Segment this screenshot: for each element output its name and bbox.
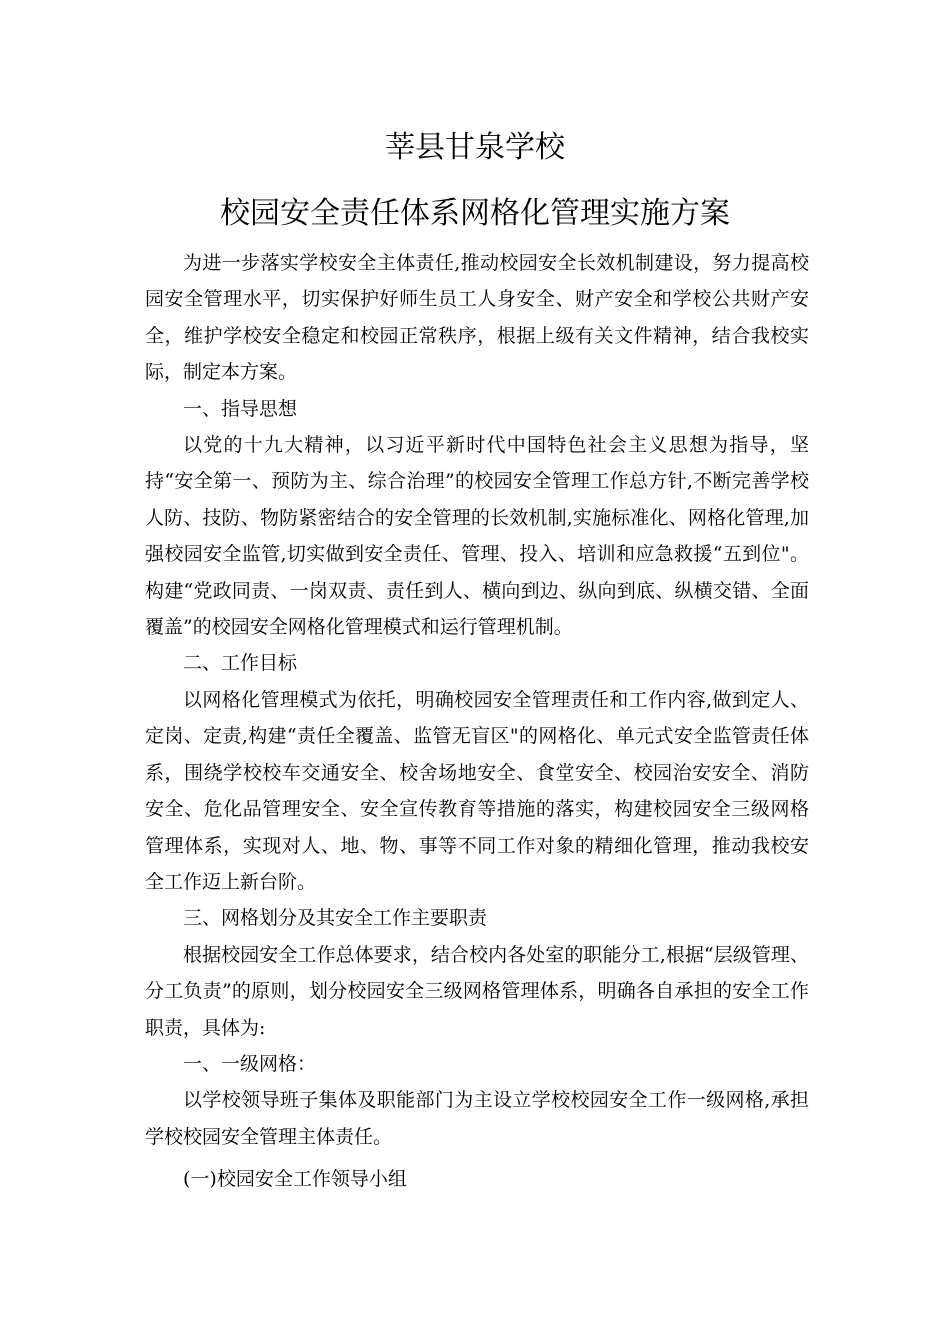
section-heading-work-goals: 二、工作目标 [183,652,298,675]
section-heading-first-level-grid: 一、一级网格： [183,1052,317,1075]
section-paragraph-guiding-thought: 以党的十九大精神，以习近平新时代中国特色社会主义思想为指导，坚持“安全第一、预防为主、综合治理”的校园安全管理工作总方针,不断完善学校人防、技防、物防紧密结合的安全管理的长效机制,实施标准化、网格化管理,加强校园安全监管,切实做到安全责任、管理、投入、培训和应急救援“五到位"。构建“党政同责、一岗双责、责任到人、横向到边、纵向到底、纵横交错、全面覆盖”的校园安全网格化管理模式和运行管理机制。 [145,434,809,639]
document-body [145,245,809,1198]
section-heading-grid-division: 三、网格划分及其安全工作主要职责 [183,907,488,930]
section-paragraph-grid-division: 根据校园安全工作总体要求，结合校内各处室的职能分工,根据“层级管理、分工负责”的原则，划分校园安全三级网格管理体系，明确各自承担的安全工作职责，具体为: [145,943,809,1039]
section-paragraph-first-level-grid: 以学校领导班子集体及职能部门为主设立学校校园安全工作一级网格,承担学校校园安全管理主体责任。 [145,1089,809,1148]
plan-title: 校园安全责任体系网格化管理实施方案 [220,196,730,231]
subsection-heading-leadership-group: (一)校园安全工作领导小组 [183,1168,407,1191]
intro-paragraph: 为进一步落实学校安全主体责任,推动校园安全长效机制建设，努力提高校园安全管理水平，切实保护好师生员工人身安全、财产安全和学校公共财产安全，维护学校安全稳定和校园正常秩序，根据上级有关文件精神，结合我校实际，制定本方案。 [145,252,809,384]
section-heading-guiding-thought: 一、指导思想 [183,397,298,420]
school-title: 莘县甘泉学校 [385,130,565,165]
section-paragraph-work-goals: 以网格化管理模式为依托，明确校园安全管理责任和工作内容,做到定人、定岗、定责,构建“责任全覆盖、监管无盲区"的网格化、单元式安全监管责任体系，围绕学校校车交通安全、校舍场地安全、食堂安全、校园治安安全、消防安全、危化品管理安全、安全宣传教育等措施的落实，构建校园安全三级网格管理体系，实现对人、地、物、事等不同工作对象的精细化管理，推动我校安全工作迈上新台阶。 [145,688,809,893]
